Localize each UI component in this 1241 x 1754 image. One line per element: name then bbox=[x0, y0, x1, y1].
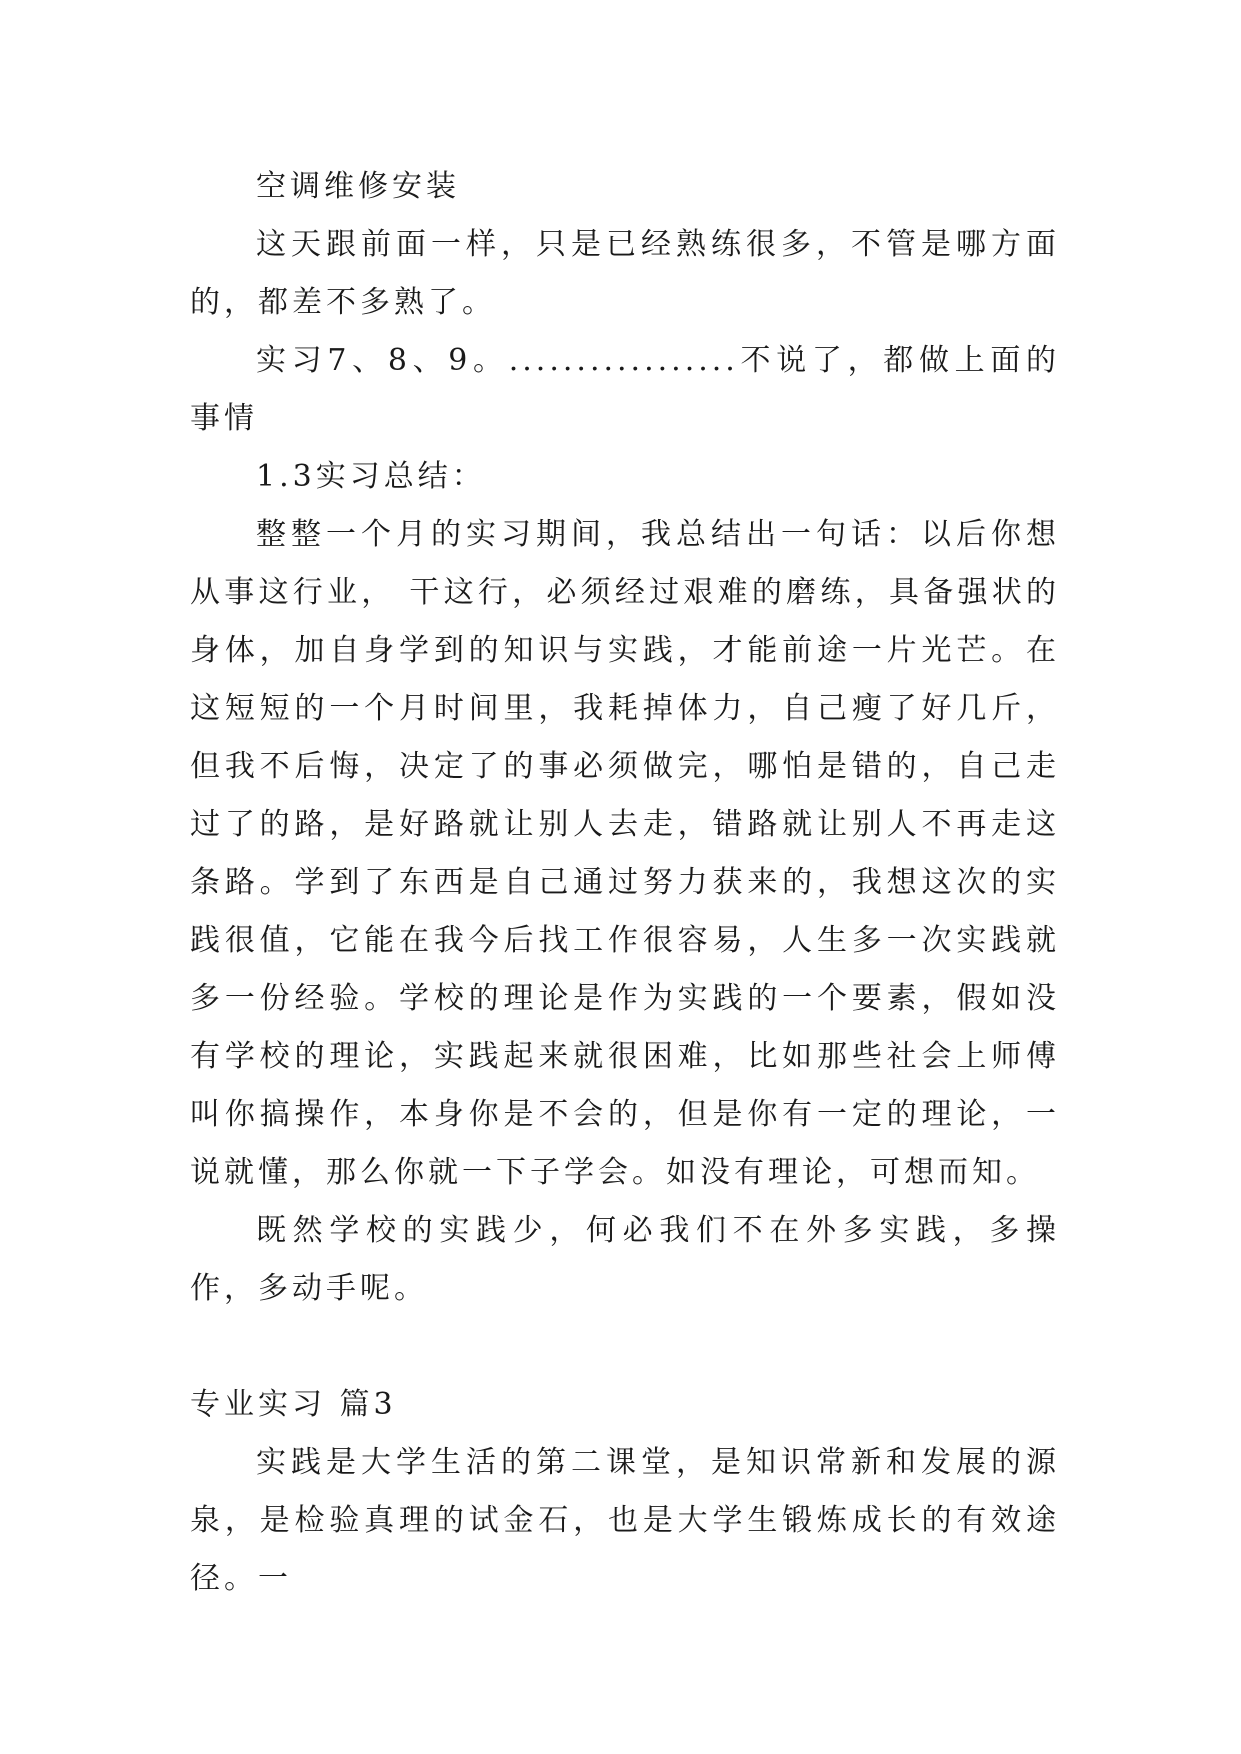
paragraph-subtitle: 空调维修安装 bbox=[256, 169, 460, 204]
paragraph: 既然学校的实践少，何必我们不在外多实践，多操作，多动手呢。 bbox=[190, 1213, 1060, 1306]
paragraph: 实习7、8、9。.................不说了，都做上面的事情 bbox=[190, 343, 1060, 436]
paragraph: 这天跟前面一样，只是已经熟练很多，不管是哪方面的，都差不多熟了。 bbox=[190, 227, 1060, 320]
paragraph-summary: 整整一个月的实习期间，我总结出一句话：以后你想从事这行业， 干这行，必须经过艰难的磨练，具备强状的身体，加自身学到的知识与实践，才能前途一片光芒。在这短短的一个月时间里，我耗掉体力，自己瘦了好几斤，但我不后悔，决定了的事必须做完，哪怕是错的，自己走过了的路，是好路就让别人去走，错路就让别人不再走这条路。学到了东西是自己通过努力获来的，我想这次的实践很值，它能在我今后找工作很容易，人生多一次实践就多一份经验。学校的理论是作为实践的一个要素，假如没有学校的理论，实践起来就很困难，比如那些社会上师傅叫你搞操作，本身你是不会的，但是你有一定的理论，一说就懂，那么你就一下子学会。如没有理论，可想而知。 bbox=[190, 517, 1060, 1190]
paragraph-closing: 实践是大学生活的第二课堂，是知识常新和发展的源泉，是检验真理的试金石，也是大学生锻炼成长的有效途径。一 bbox=[190, 1445, 1060, 1596]
section-subheading: 1.3实习总结： bbox=[256, 459, 486, 494]
document-body bbox=[190, 158, 1060, 1608]
section-heading: 专业实习 篇3 bbox=[190, 1387, 397, 1422]
